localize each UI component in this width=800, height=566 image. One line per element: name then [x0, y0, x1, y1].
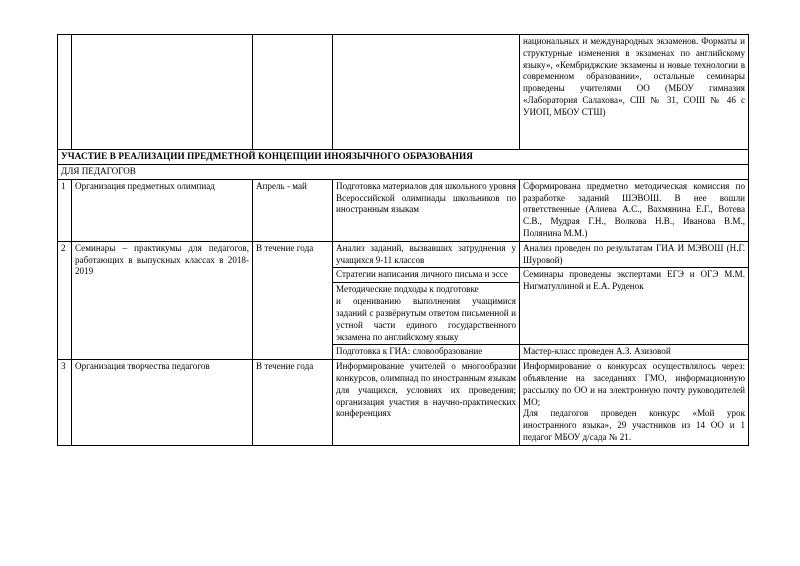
cell-result: Сформирована предметно методическая комиссия по разработке заданий ШЭВОШ. В нее вошли ответственные (Алиева А.С., Вахмянина Е.Г., Вотева С.В., Мудрая Г.Н., Волкова Н.В., Иванова В.М., Полянина М.М.) [520, 179, 749, 241]
table-row-subsection-title [58, 164, 749, 179]
table-row [58, 241, 749, 268]
cell-content: Методические подходы к подготовке и оцениванию выполнения учащимися заданий с развёрнутым ответом письменной и устной части единого государственного экзамена по английскому языку [333, 283, 520, 345]
cell-result: Анализ проведен по результатам ГИА И МЭВОШ (Н.Г. Шуровой) [520, 241, 749, 268]
cell-event: Семинары – практикумы для педагогов, работающих в выпускных классах в 2018-2019 [72, 241, 253, 359]
section-title: УЧАСТИЕ В РЕАЛИЗАЦИИ ПРЕДМЕТНОЙ КОНЦЕПЦИИ ИНОЯЗЫЧНОГО ОБРАЗОВАНИЯ [58, 150, 749, 165]
cell-content: Анализ заданий, вызвавших затруднения у учащихся 9-11 классов [333, 241, 520, 268]
cell-result-continuation: национальных и международных экзаменов. Форматы и структурные изменения в экзаменах по английскому языку», «Кембриджские экзамены и новые технологии в современном образовании», остальные семинары проведены учителями ОО (МБОУ гимназия «Лаборатория Салахова», СШ № 31, СОШ № 46 с УИОП, МБОУ СТШ) [520, 35, 749, 150]
cell-row-number: 3 [58, 360, 72, 446]
cell-result: Семинары проведены экспертами ЕГЭ и ОГЭ М.М. Нигматуллиной и Е.А. Руденок [520, 268, 749, 345]
table-row-section-title [58, 150, 749, 165]
cell-result: Мастер-класс проведен А.З. Азизовой [520, 345, 749, 360]
cell-date: В течение года [253, 241, 333, 359]
cell-event: Организация предметных олимпиад [72, 179, 253, 241]
cell-date: Апрель - май [253, 179, 333, 241]
cell-result: Информирование о конкурсах осуществлялось через: объявление на заседаниях ГМО, информационную рассылку по ОО и на электронную почту руководителей МО; Для педагогов проведен конкурс «Мой урок иностранного языка», 29 участников из 14 ОО и 1 педагог МБОУ д/сада № 21. [520, 360, 749, 446]
cell-row-number: 1 [58, 179, 72, 241]
cell-event: Организация творчества педагогов [72, 360, 253, 446]
table-row-continuation [58, 35, 749, 150]
cell-num-continuation [58, 35, 72, 150]
cell-date-continuation [253, 35, 333, 150]
cell-content: Подготовка материалов для школьного уровня Всероссийской олимпиады школьников по иностранным языкам [333, 179, 520, 241]
cell-content: Подготовка к ГИА: словообразование [333, 345, 520, 360]
cell-content-continuation [333, 35, 520, 150]
cell-event-continuation [72, 35, 253, 150]
cell-row-number: 2 [58, 241, 72, 359]
cell-date: В течение года [253, 360, 333, 446]
subsection-title: ДЛЯ ПЕДАГОГОВ [58, 164, 749, 179]
table-row [58, 360, 749, 446]
table-row [58, 179, 749, 241]
cell-content: Стратегии написания личного письма и эссе [333, 268, 520, 283]
activity-report-table [57, 34, 749, 446]
cell-content: Информирование учителей о многообразии конкурсов, олимпиад по иностранным языкам для учащихся, условиях их проведения; организация участия в научно-практических конференциях [333, 360, 520, 446]
